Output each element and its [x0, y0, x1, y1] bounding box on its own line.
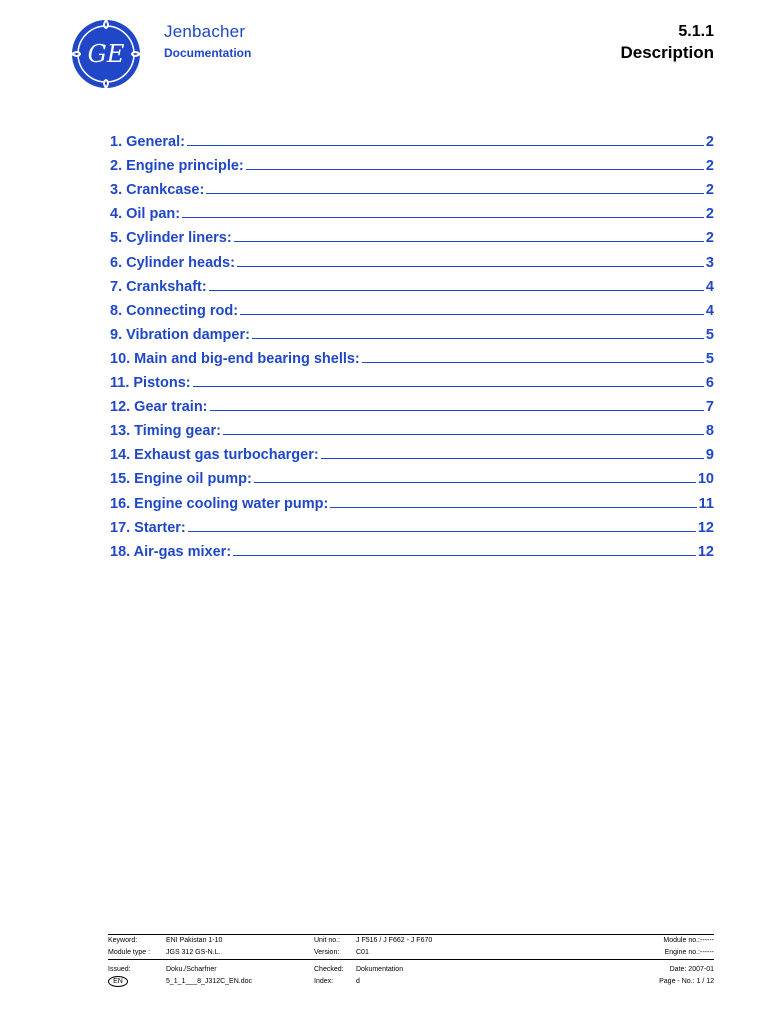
toc-entry-page: 10 — [697, 471, 714, 488]
toc-entry-label: 5. Cylinder liners: — [110, 230, 232, 247]
toc-entry-label: 4. Oil pan: — [110, 206, 181, 223]
section-title: Description — [620, 43, 714, 62]
toc-leader-line — [223, 434, 704, 435]
section-number: 5.1.1 — [678, 23, 714, 40]
footer-index-value: d — [356, 978, 360, 985]
footer-row-2 — [108, 947, 714, 959]
toc-entry-label: 3. Crankcase: — [110, 182, 205, 199]
toc-entry-label: 11. Pistons: — [110, 375, 191, 392]
toc-entry-page: 12 — [697, 543, 714, 560]
toc-entry[interactable] — [110, 367, 714, 391]
toc-entry-label: 14. Exhaust gas turbocharger: — [110, 447, 319, 464]
language-badge: EN — [108, 976, 128, 987]
footer-keyword-value: ENI Pakistan 1-10 — [166, 937, 223, 944]
toc-entry[interactable] — [110, 150, 714, 174]
footer-row-1 — [108, 935, 714, 947]
toc-entry[interactable] — [110, 126, 714, 150]
footer-version-value: C01 — [356, 949, 369, 956]
toc-leader-line — [206, 193, 704, 194]
footer-unit-label: Unit no.: — [314, 937, 341, 944]
toc-entry-page: 8 — [705, 423, 714, 440]
toc-entry-page: 11 — [698, 495, 714, 512]
toc-entry-page: 4 — [705, 302, 714, 319]
toc-entry-page: 9 — [705, 447, 714, 464]
toc-entry-label: 18. Air-gas mixer: — [110, 543, 232, 560]
table-of-contents — [110, 126, 714, 560]
toc-entry-page: 2 — [705, 206, 714, 223]
footer-unit-value: J F516 / J F662 - J F670 — [356, 937, 433, 944]
toc-entry-label: 17. Starter: — [110, 519, 186, 536]
toc-entry[interactable] — [110, 222, 714, 246]
brand-name: Jenbacher — [164, 22, 246, 41]
footer-row-4 — [108, 976, 714, 988]
toc-entry[interactable] — [110, 198, 714, 222]
toc-entry-label: 12. Gear train: — [110, 399, 208, 416]
footer-module-type-value: JGS 312 GS-N.L. — [166, 949, 221, 956]
toc-entry-page: 5 — [705, 326, 714, 343]
toc-entry[interactable] — [110, 343, 714, 367]
toc-entry[interactable] — [110, 463, 714, 487]
footer-module-type-label: Module type : — [108, 949, 151, 956]
toc-leader-line — [182, 217, 704, 218]
toc-entry-page: 6 — [705, 375, 714, 392]
toc-leader-line — [187, 145, 704, 146]
toc-entry-page: 4 — [705, 278, 714, 295]
brand-block — [164, 22, 251, 60]
toc-entry-page: 12 — [697, 519, 714, 536]
section-header — [620, 22, 714, 64]
footer-version-label: Version: — [314, 949, 340, 956]
toc-entry-page: 5 — [705, 350, 714, 367]
toc-entry-label: 8. Connecting rod: — [110, 302, 239, 319]
toc-entry[interactable] — [110, 271, 714, 295]
toc-entry-page: 2 — [705, 134, 714, 151]
footer-module-no: Module no.:------ — [663, 937, 714, 944]
footer-checked-label: Checked: — [314, 966, 344, 973]
footer-keyword-label: Keyword: — [108, 937, 138, 944]
toc-entry[interactable] — [110, 512, 714, 536]
toc-entry-page: 7 — [705, 399, 714, 416]
footer-page-no: Page - No.: 1 / 12 — [659, 978, 714, 985]
toc-leader-line — [233, 555, 696, 556]
toc-entry[interactable] — [110, 295, 714, 319]
brand-subtitle: Documentation — [164, 46, 252, 60]
toc-entry-label: 13. Timing gear: — [110, 423, 221, 440]
toc-entry-label: 10. Main and big-end bearing shells: — [110, 350, 360, 367]
toc-leader-line — [209, 290, 704, 291]
footer-date: Date: 2007-01 — [669, 966, 714, 973]
toc-entry-label: 2. Engine principle: — [110, 158, 244, 175]
toc-entry-page: 2 — [705, 158, 714, 175]
document-footer — [108, 934, 714, 988]
toc-leader-line — [246, 169, 704, 170]
ge-logo — [70, 18, 142, 90]
toc-leader-line — [240, 314, 704, 315]
footer-index-label: Index: — [314, 978, 334, 985]
toc-leader-line — [193, 386, 704, 387]
toc-entry-page: 2 — [705, 182, 714, 199]
toc-entry[interactable] — [110, 319, 714, 343]
toc-leader-line — [188, 531, 696, 532]
toc-entry[interactable] — [110, 174, 714, 198]
footer-engine-no: Engine no.:------ — [664, 949, 714, 956]
toc-leader-line — [252, 338, 704, 339]
toc-leader-line — [330, 507, 696, 508]
toc-leader-line — [234, 241, 704, 242]
toc-entry-label: 15. Engine oil pump: — [110, 471, 252, 488]
footer-issued-value: Doku./Scharfner — [166, 966, 217, 973]
toc-entry[interactable] — [110, 439, 714, 463]
toc-entry-label: 7. Crankshaft: — [110, 278, 207, 295]
footer-row-3 — [108, 964, 714, 976]
toc-entry-page: 2 — [705, 230, 714, 247]
toc-entry-label: 9. Vibration damper: — [110, 326, 250, 343]
toc-leader-line — [321, 458, 704, 459]
toc-leader-line — [254, 482, 696, 483]
toc-entry-label: 1. General: — [110, 134, 185, 151]
toc-entry-page: 3 — [705, 254, 714, 271]
toc-entry-label: 6. Cylinder heads: — [110, 254, 235, 271]
toc-entry[interactable] — [110, 536, 714, 560]
footer-filename: 5_1_1___8_J312C_EN.doc — [166, 978, 253, 985]
svg-text:GE: GE — [87, 40, 125, 68]
footer-checked-value: Dokumentation — [356, 966, 404, 973]
toc-entry[interactable] — [110, 391, 714, 415]
toc-entry[interactable] — [110, 415, 714, 439]
toc-leader-line — [210, 410, 704, 411]
toc-entry[interactable] — [110, 246, 714, 270]
toc-entry-label: 16. Engine cooling water pump: — [110, 495, 329, 512]
footer-issued-label: Issued: — [108, 966, 131, 973]
toc-entry[interactable] — [110, 487, 714, 511]
toc-leader-line — [237, 266, 704, 267]
toc-leader-line — [362, 362, 704, 363]
